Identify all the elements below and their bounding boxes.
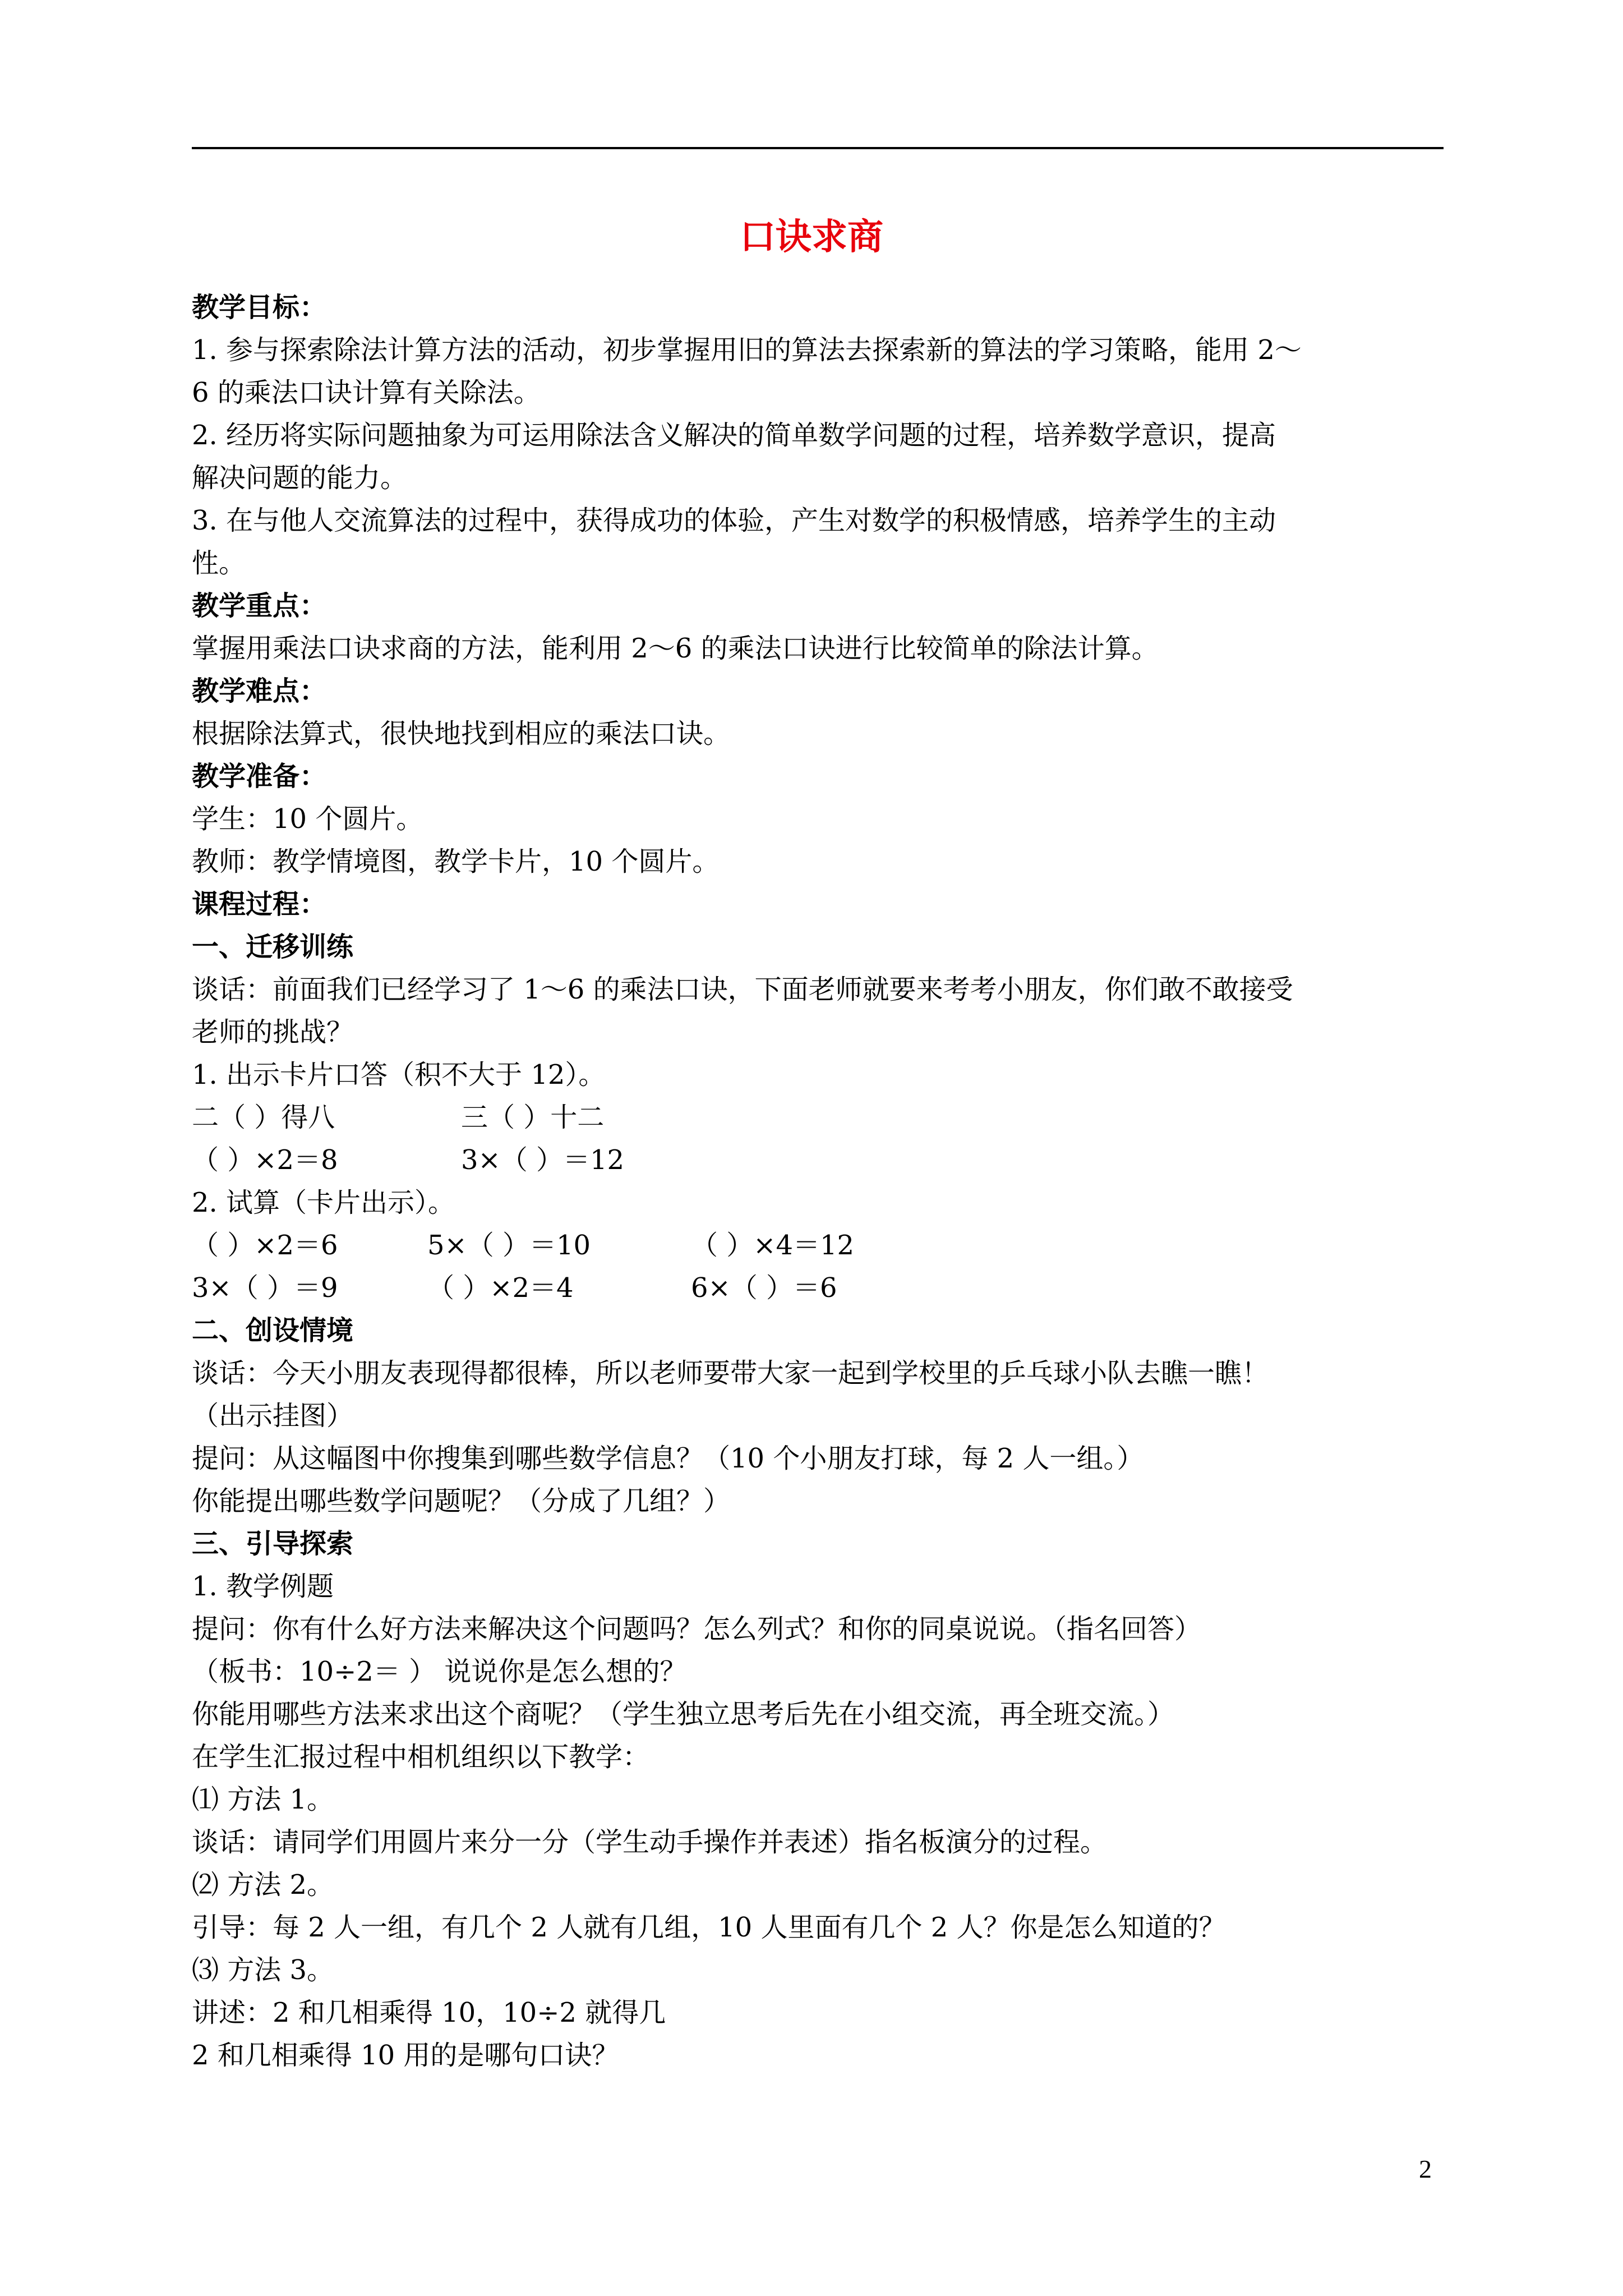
text-line: 讲述：2 和几相乘得 10，10÷2 就得几 — [192, 1997, 666, 2028]
section-heading: 二、创设情境 — [192, 1315, 354, 1346]
exercise-item: （ ）×2＝8 — [192, 1144, 338, 1176]
text-line: 引导：每 2 人一组，有几个 2 人就有几组，10 人里面有几个 2 人？你是怎么知道的？ — [192, 1912, 1226, 1943]
section-heading: 教学难点： — [192, 675, 327, 707]
exercise-item: （ ）×2＝4 — [427, 1272, 574, 1304]
text-line: 掌握用乘法口诀求商的方法，能利用 2～6 的乘法口诀进行比较简单的除法计算。 — [192, 633, 1159, 664]
text-line: 提问：从这幅图中你搜集到哪些数学信息？（10 个小朋友打球，每 2 人一组。） — [192, 1443, 1144, 1474]
exercise-item: （ ）×4＝12 — [691, 1230, 855, 1261]
exercise-item: 6×（ ）＝6 — [691, 1272, 837, 1304]
exercise-item: 3×（ ）＝9 — [192, 1272, 338, 1304]
text-line: 1. 教学例题 — [192, 1571, 334, 1602]
exercise-item: 二（ ）得八 — [192, 1102, 335, 1133]
text-line: 1. 出示卡片口答（积不大于 12）。 — [192, 1059, 606, 1091]
text-line: 在学生汇报过程中相机组织以下教学： — [192, 1741, 650, 1773]
text-line: 教师：教学情境图，教学卡片，10 个圆片。 — [192, 846, 720, 877]
text-line: 提问：你有什么好方法来解决这个问题吗？怎么列式？和你的同桌说说。（指名回答） — [192, 1613, 1202, 1645]
section-heading: 一、迁移训练 — [192, 931, 354, 963]
text-line: 根据除法算式，很快地找到相应的乘法口诀。 — [192, 718, 731, 749]
exercise-item: 5×（ ）＝10 — [427, 1230, 591, 1261]
text-line: 3. 在与他人交流算法的过程中，获得成功的体验，产生对数学的积极情感，培养学生的主动 — [192, 505, 1276, 536]
text-line: ⑵ 方法 2。 — [192, 1869, 334, 1901]
exercise-item: （ ）×2＝6 — [192, 1230, 338, 1261]
text-line: 6 的乘法口诀计算有关除法。 — [192, 377, 541, 408]
text-line: 解决问题的能力。 — [192, 462, 408, 494]
header-rule — [192, 147, 1444, 149]
text-line: 谈话：请同学们用圆片来分一分（学生动手操作并表述）指名板演分的过程。 — [192, 1826, 1108, 1858]
text-line: 谈话：前面我们已经学习了 1～6 的乘法口诀，下面老师就要来考考小朋友，你们敢不敢接受 — [192, 974, 1293, 1005]
text-line: 2. 试算（卡片出示）。 — [192, 1187, 455, 1218]
text-line: （出示挂图） — [192, 1400, 354, 1432]
text-line: 2 和几相乘得 10 用的是哪句口诀？ — [192, 2040, 619, 2071]
section-heading: 三、引导探索 — [192, 1528, 354, 1559]
text-line: 老师的挑战？ — [192, 1016, 354, 1048]
section-heading: 教学重点： — [192, 590, 327, 622]
document-body — [192, 286, 1444, 2077]
text-line: （板书：10÷2＝ ） 说说你是怎么想的？ — [192, 1656, 687, 1687]
exercise-row — [192, 1096, 1444, 1139]
page-number: 2 — [1419, 2155, 1432, 2183]
text-line: ⑶ 方法 3。 — [192, 1954, 334, 1986]
text-line: 你能用哪些方法来求出这个商呢？（学生独立思考后先在小组交流，再全班交流。） — [192, 1699, 1175, 1730]
text-line: 2. 经历将实际问题抽象为可运用除法含义解决的简单数学问题的过程，培养数学意识，提高 — [192, 420, 1276, 451]
section-heading: 课程过程： — [192, 889, 327, 920]
exercise-row — [192, 1267, 1444, 1309]
text-line: ⑴ 方法 1。 — [192, 1784, 334, 1815]
text-line: 你能提出哪些数学问题呢？（分成了几组？） — [192, 1485, 731, 1517]
exercise-item: 三（ ）十二 — [461, 1102, 605, 1133]
text-line: 学生：10 个圆片。 — [192, 803, 423, 835]
text-line: 性。 — [192, 547, 246, 579]
page-title: 口诀求商 — [740, 216, 883, 258]
exercise-row — [192, 1224, 1444, 1267]
section-heading: 教学准备： — [192, 761, 327, 792]
text-line: 谈话：今天小朋友表现得都很棒，所以老师要带大家一起到学校里的乒乓球小队去瞧一瞧！ — [192, 1358, 1269, 1389]
section-heading: 教学目标： — [192, 292, 327, 323]
text-line: 1. 参与探索除法计算方法的活动，初步掌握用旧的算法去探索新的算法的学习策略，能用 2～ — [192, 334, 1302, 366]
exercise-row — [192, 1139, 1444, 1181]
exercise-item: 3×（ ）＝12 — [461, 1144, 625, 1176]
